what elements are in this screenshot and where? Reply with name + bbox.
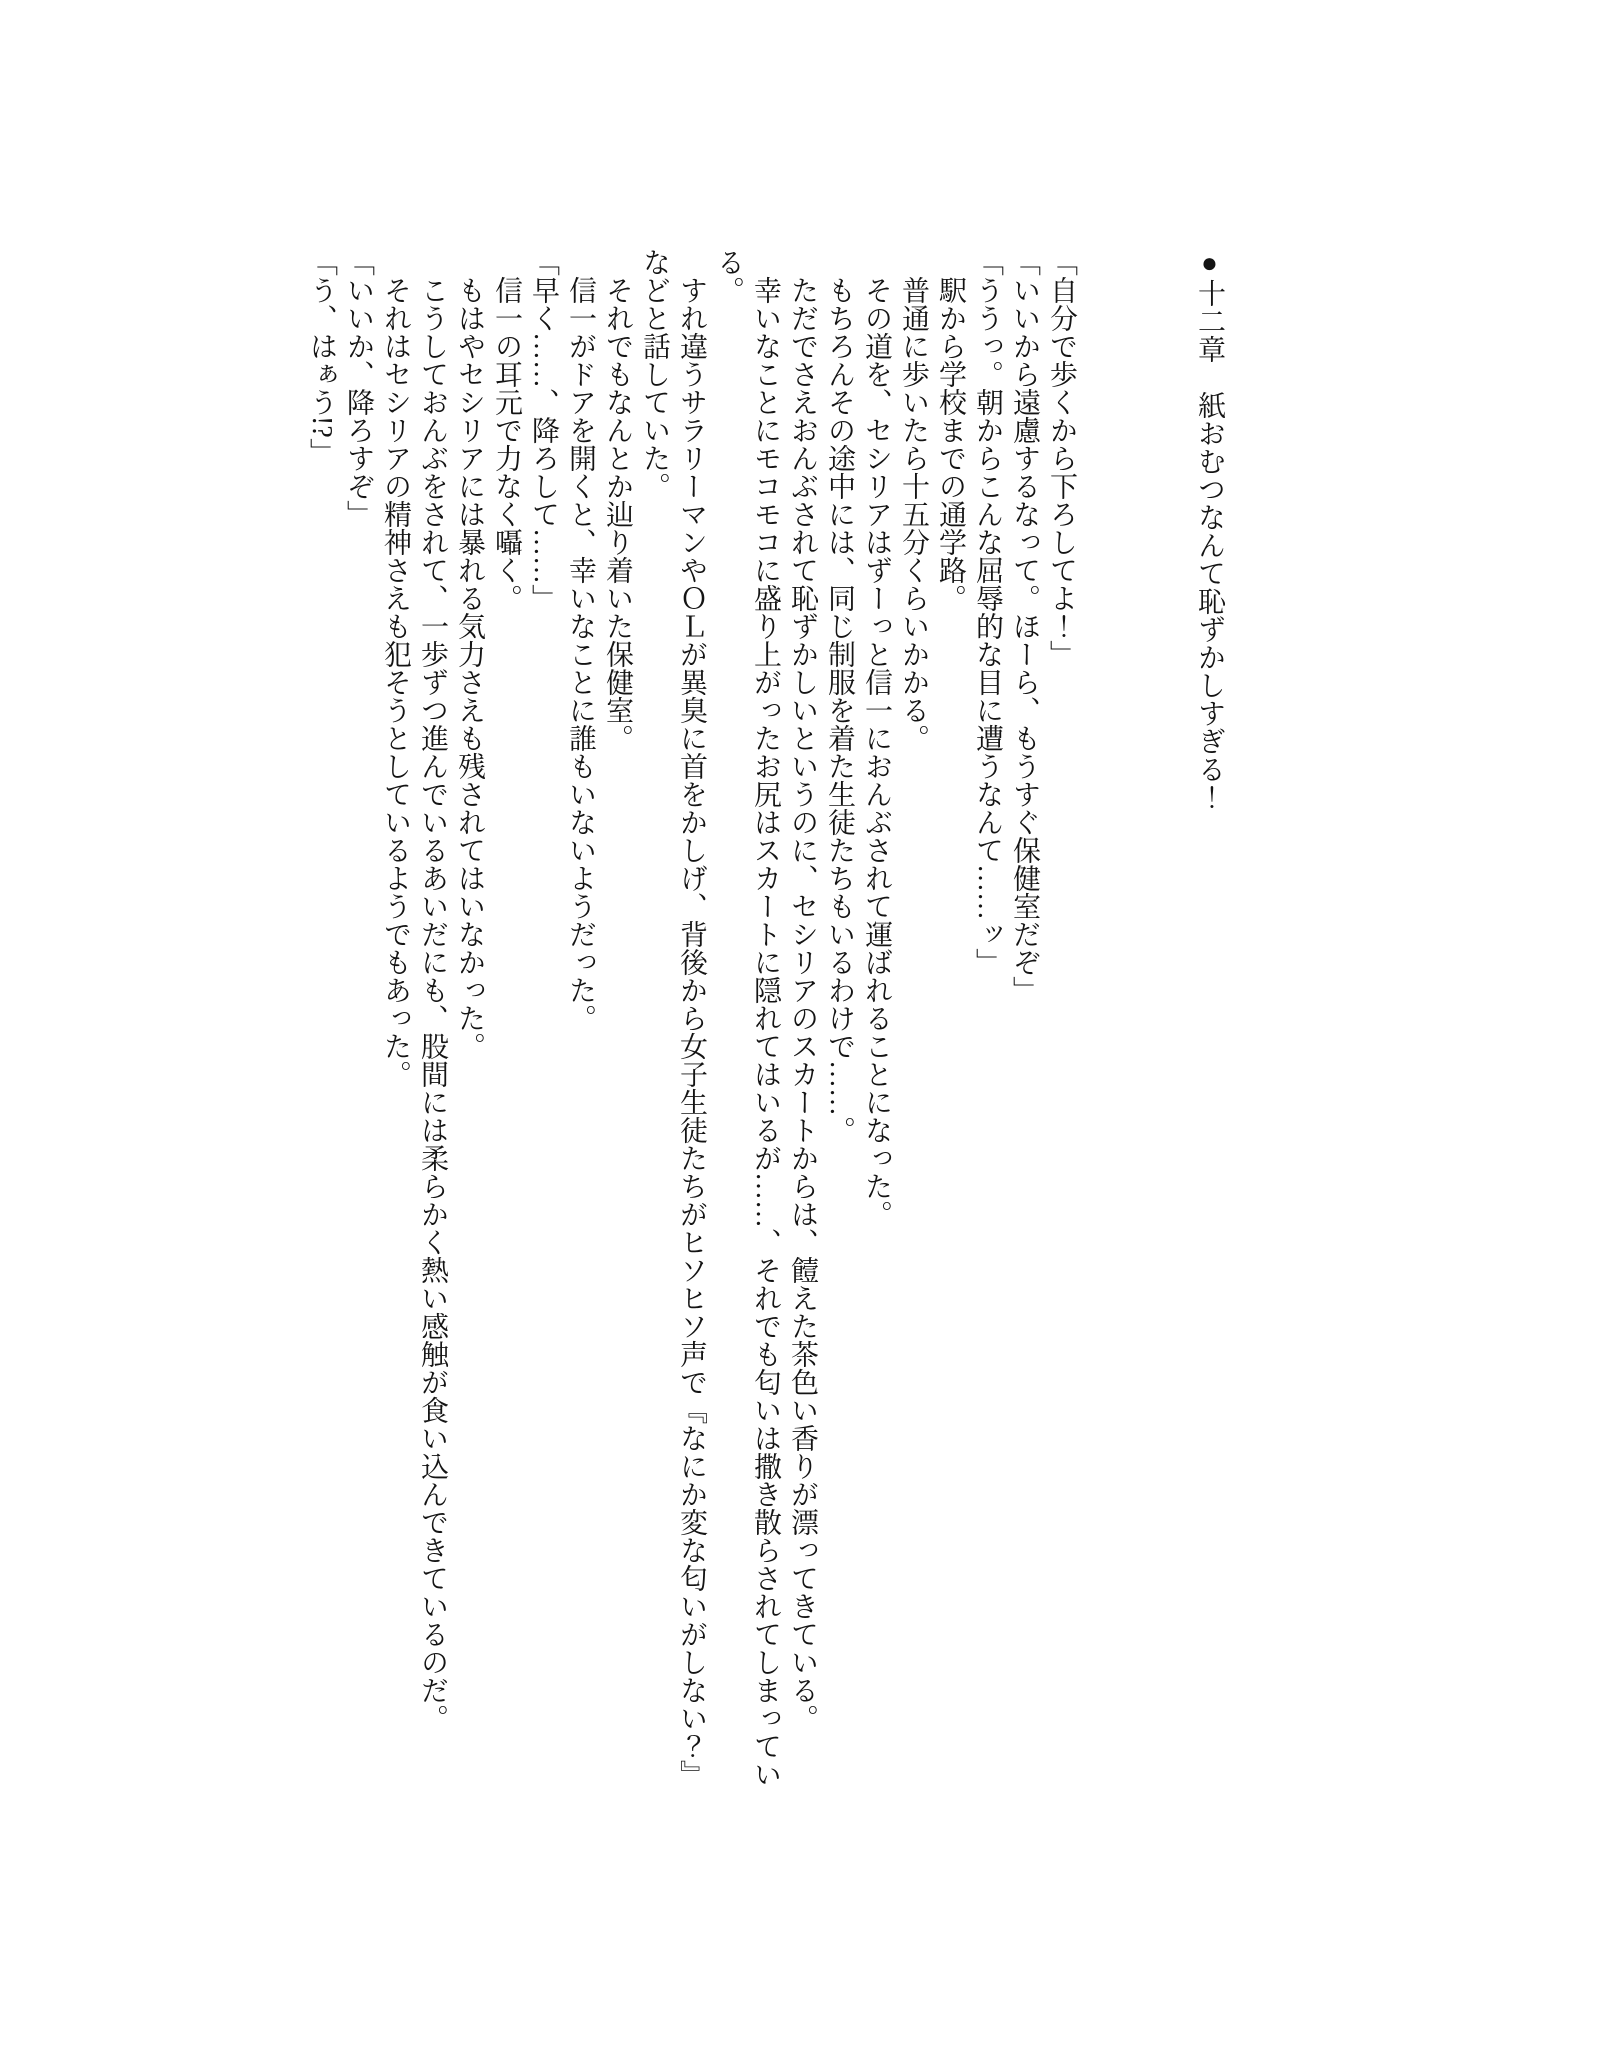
paragraph-narrative-1: 駅から学校までの通学路。: [935, 276, 966, 612]
vertical-text-flow: [303, 248, 1228, 1793]
paragraph-narrative-6: 幸いなことにモコモコに盛り上がったお尻はスカートに隠れてはいるが……、それでも匂いは撒き散らされてしまっている。: [713, 248, 781, 1788]
paragraph-narrative-9: 信一がドアを開くと、幸いなことに誰もいないようだった。: [565, 276, 596, 1032]
paragraph-narrative-8: それでもなんとか辿り着いた保健室。: [602, 276, 633, 752]
paragraph-narrative-13: それはセシリアの精神さえも犯そうとしているようでもあった。: [380, 276, 411, 1088]
paragraph-dialogue-6: 「う、はぁう!?」: [306, 248, 337, 466]
paragraph-narrative-7: すれ違うサラリーマンやＯＬが異臭に首をかしげ、背後から女子生徒たちがヒソヒソ声で『なにか変な匂いがしない？』などと話していた。: [639, 248, 707, 1788]
chapter-heading: ●十二章 紙おむつなんて恥ずかしすぎる！: [1194, 248, 1225, 811]
paragraph-narrative-12: こうしておんぶをされて、一歩ずつ進んでいるあいだにも、股間には柔らかく熱い感触が食い込んできているのだ。: [417, 276, 448, 1732]
paragraph-dialogue-4: 「早く……、降ろして……」: [528, 248, 559, 612]
paragraph-narrative-10: 信一の耳元で力なく囁く。: [491, 276, 522, 612]
paragraph-dialogue-5: 「いいか、降ろすぞ」: [343, 248, 374, 528]
paragraph-narrative-3: その道を、セシリアはずーっと信一におんぶされて運ばれることになった。: [861, 276, 892, 1228]
paragraph-narrative-11: もはやセシリアには暴れる気力さえも残されてはいなかった。: [454, 276, 485, 1060]
paragraph-narrative-2: 普通に歩いたら十五分くらいかかる。: [898, 276, 929, 752]
paragraph-narrative-4: もちろんその途中には、同じ制服を着た生徒たちもいるわけで……。: [824, 276, 855, 1144]
paragraph-dialogue-1: 「自分で歩くから下ろしてよ！」: [1046, 248, 1077, 668]
paragraph-dialogue-3: 「ううっ。朝からこんな屈辱的な目に遭うなんて……ッ」: [972, 248, 1003, 976]
paragraph-narrative-5: ただでさえおんぶされて恥ずかしいというのに、セシリアのスカートからは、饐えた茶色い香りが漂ってきている。: [787, 276, 818, 1732]
paragraph-dialogue-2: 「いいから遠慮するなって。ほーら、もうすぐ保健室だぞ」: [1009, 248, 1040, 1004]
